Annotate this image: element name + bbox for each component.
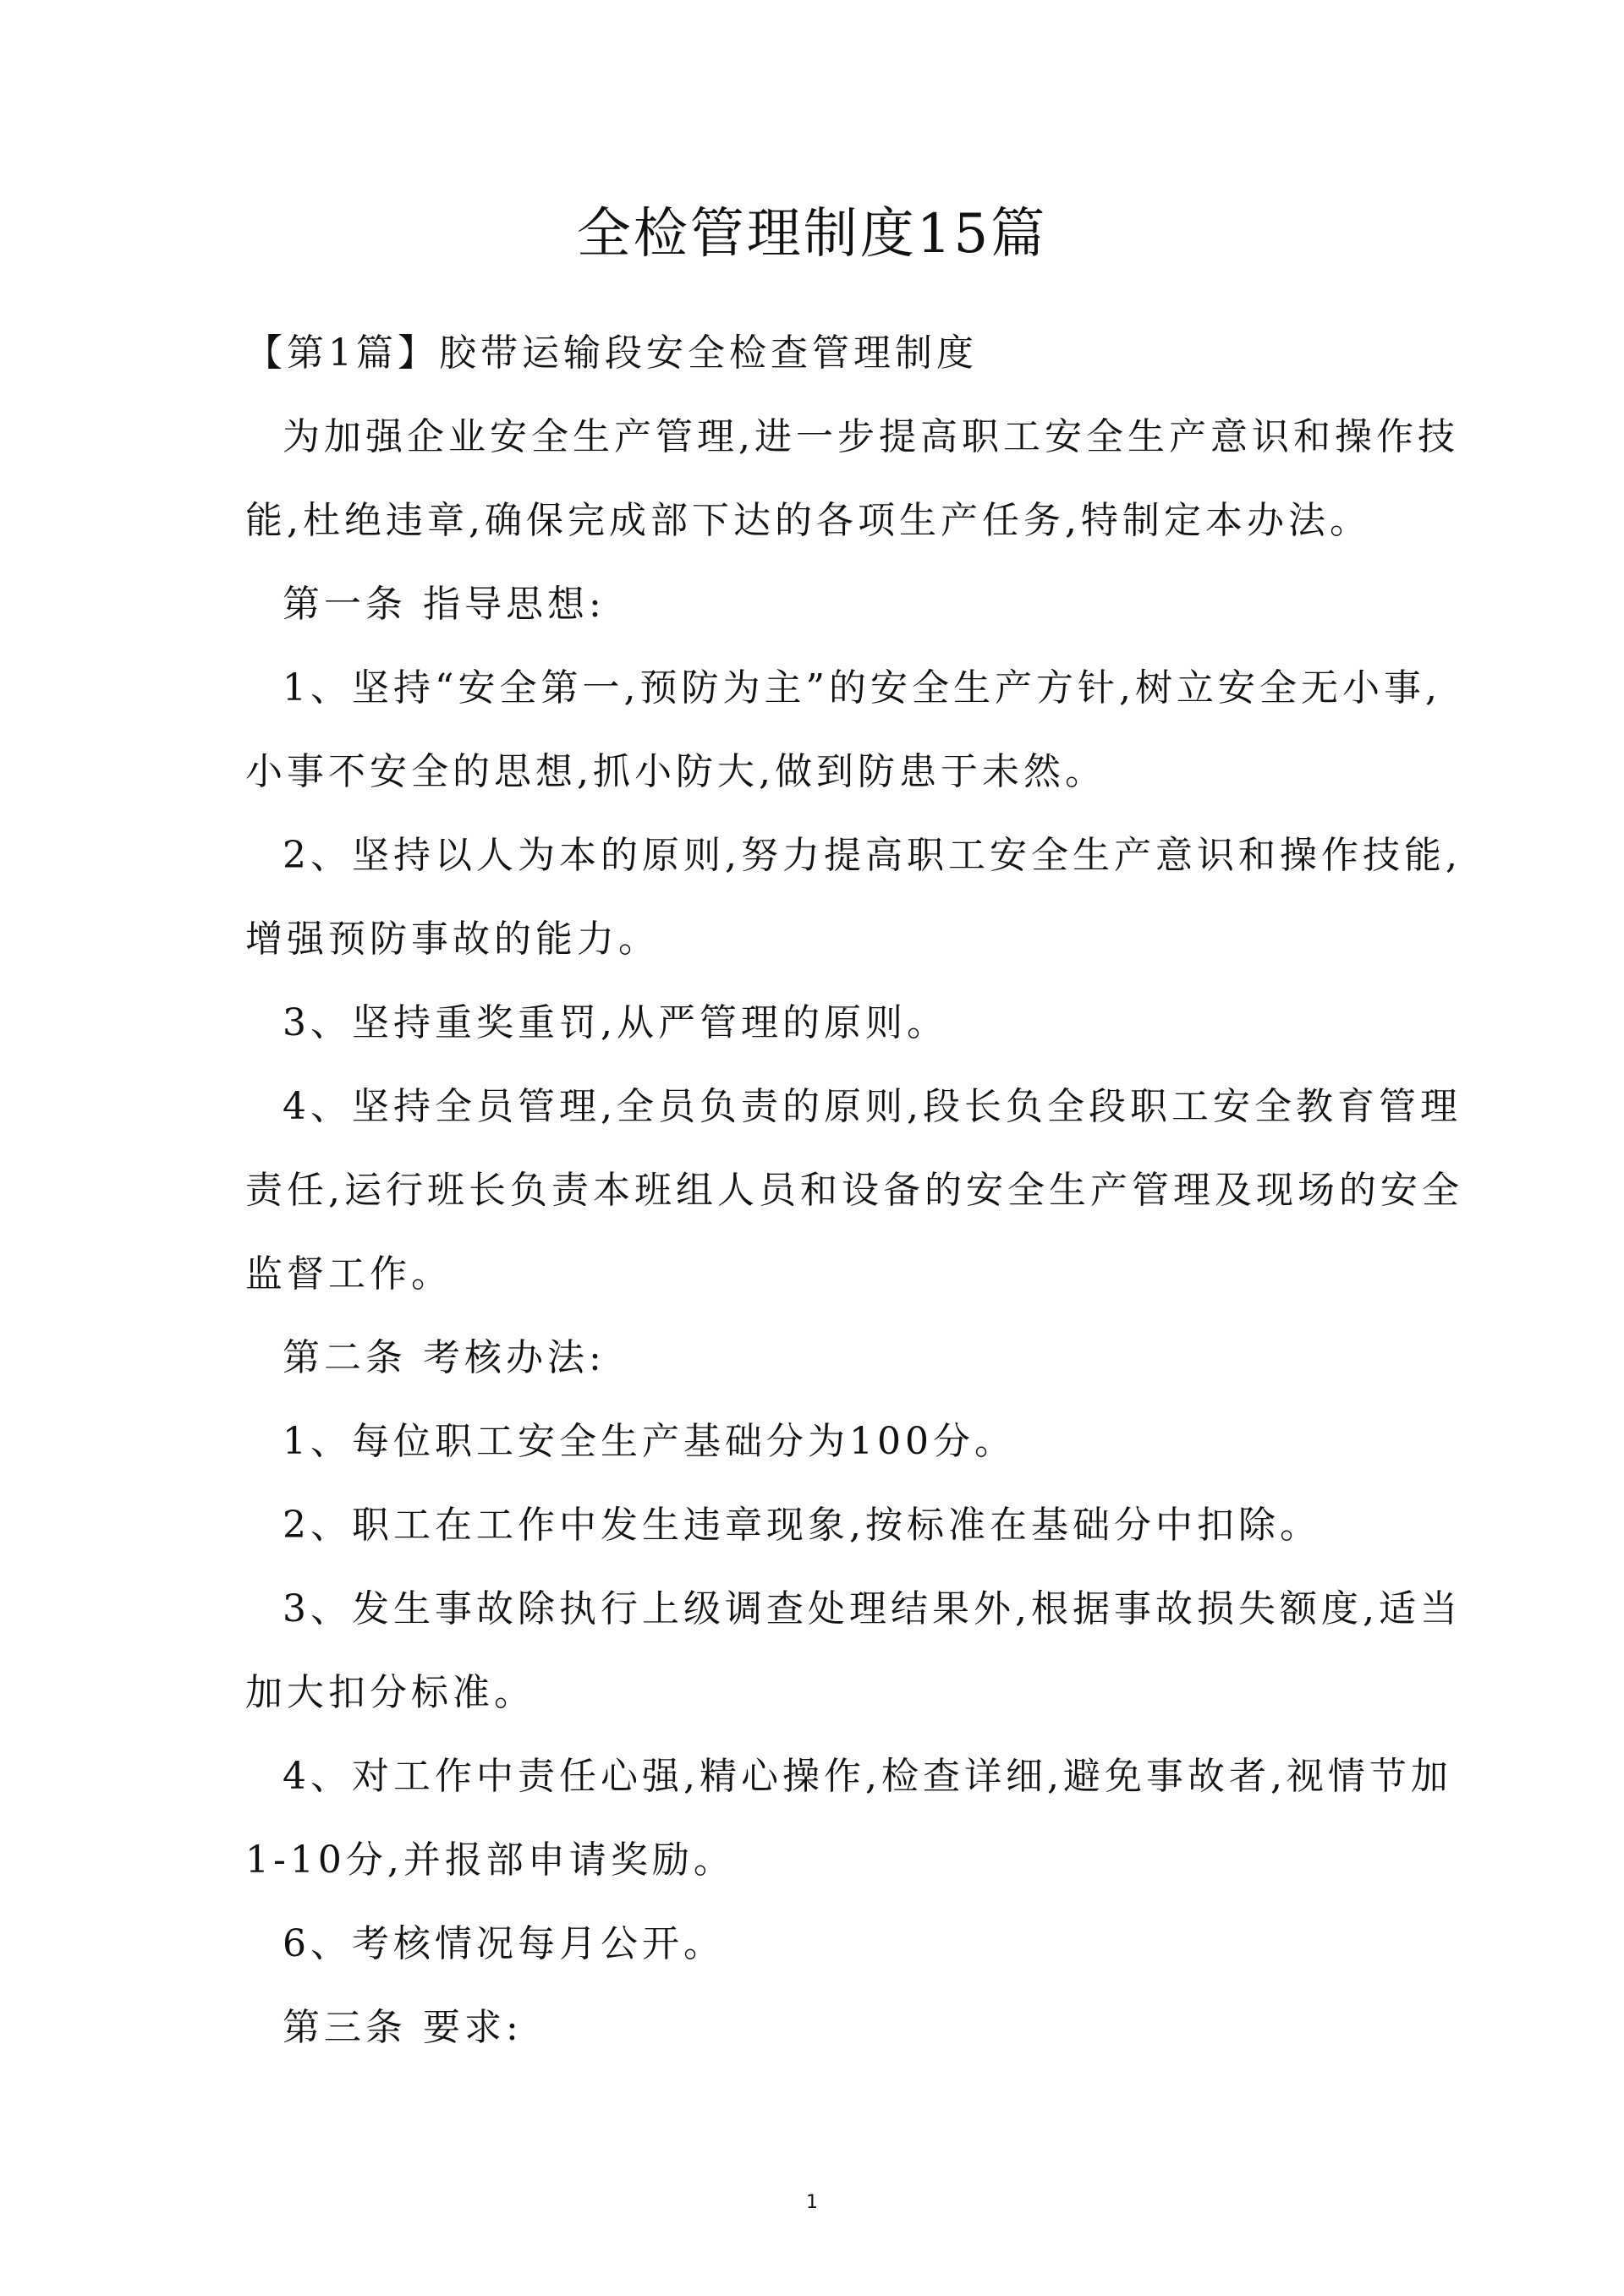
paragraph-line: 1-10分,并报部申请奖励。 [245, 1838, 735, 1882]
document-title: 全检管理制度15篇 [576, 203, 1048, 266]
paragraph-line: 3、坚持重奖重罚,从严管理的原则。 [283, 1001, 948, 1044]
paragraph-line: 3、发生事故除执行上级调查处理结果外,根据事故损失额度,适当 [283, 1587, 1462, 1630]
article-heading: 第一条 指导思想: [283, 583, 606, 626]
article-heading: 第二条 考核办法: [283, 1336, 606, 1379]
paragraph-line: 责任,运行班长负责本班组人员和设备的安全生产管理及现场的安全 [245, 1169, 1463, 1212]
section-heading: 【第1篇】胶带运输段安全检查管理制度 [245, 332, 978, 375]
page-number: 1 [806, 2192, 818, 2213]
paragraph-line: 6、考核情况每月公开。 [283, 1922, 725, 1965]
article-heading: 第三条 要求: [283, 2006, 523, 2049]
paragraph-line: 4、对工作中责任心强,精心操作,检查详细,避免事故者,视情节加 [283, 1755, 1452, 1798]
paragraph-line: 1、每位职工安全生产基础分为100分。 [283, 1420, 1016, 1463]
paragraph-line: 增强预防事故的能力。 [245, 918, 660, 961]
document-body [245, 311, 1463, 2069]
paragraph-line: 2、职工在工作中发生违章现象,按标准在基础分中扣除。 [283, 1504, 1321, 1547]
paragraph-line: 加大扣分标准。 [245, 1671, 535, 1714]
paragraph-line: 小事不安全的思想,抓小防大,做到防患于未然。 [245, 750, 1106, 793]
paragraph-line: 为加强企业安全生产管理,进一步提高职工安全生产意识和操作技 [283, 415, 1459, 458]
paragraph-line: 监督工作。 [245, 1252, 453, 1296]
paragraph-line: 4、坚持全员管理,全员负责的原则,段长负全段职工安全教育管理 [283, 1085, 1462, 1128]
paragraph-line: 能,杜绝违章,确保完成部下达的各项生产任务,特制定本办法。 [245, 499, 1371, 542]
paragraph-line: 1、坚持“安全第一,预防为主”的安全生产方针,树立安全无小事, [283, 666, 1441, 710]
paragraph-line: 2、坚持以人为本的原则,努力提高职工安全生产意识和操作技能, [283, 834, 1462, 877]
